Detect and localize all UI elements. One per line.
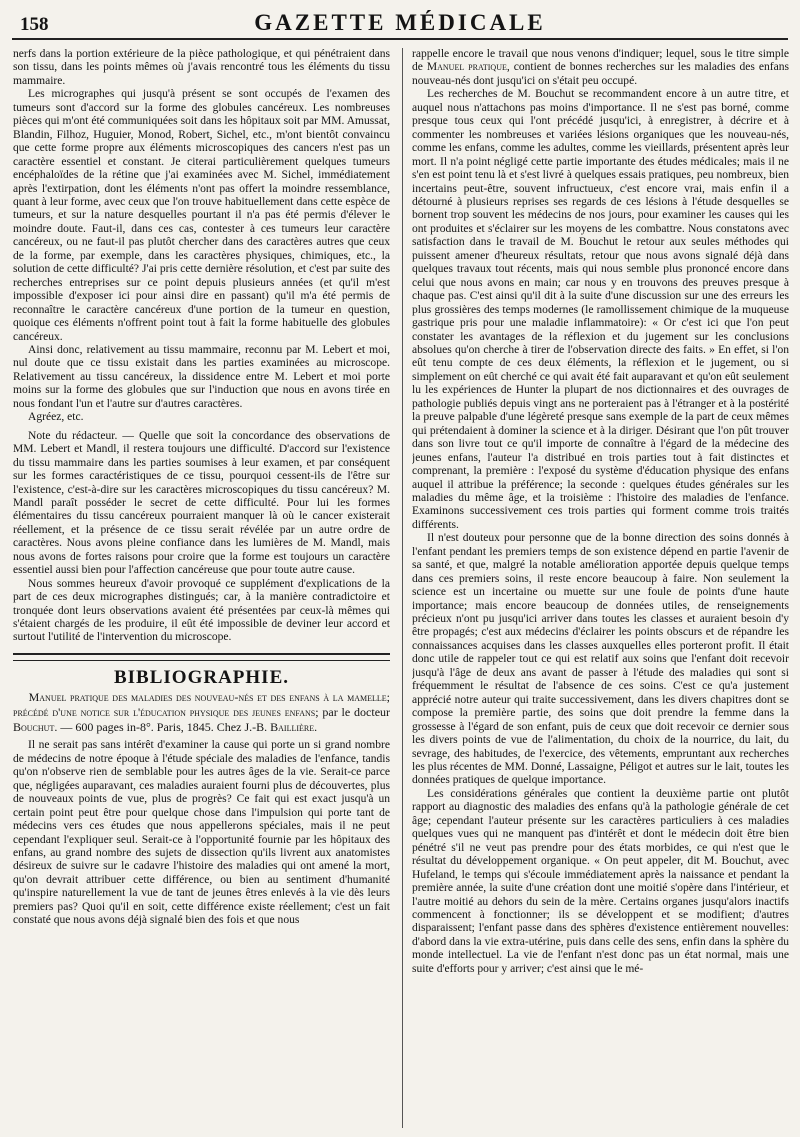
- paragraph: nerfs dans la portion extérieure de la pièce pathologique, et qui pénétraient dans son tissu, dans les points mêmes où j'avais rencontré tous les éléments du tissu mammaire.: [13, 48, 390, 87]
- paragraph: Ainsi donc, relativement au tissu mammaire, reconnu par M. Lebert et moi, nul doute que ce tissu existait dans les parties examinées au microscope. Relativement au tissu cancéreux, la dissidence entre M. Lebert et moi porte moins sur la forme des globules que sur l'induction que nous en avons tirée en nous fondant l'un et l'autre sur d'autres caractères.: [13, 343, 390, 410]
- closing-line: Agréez, etc.: [28, 411, 84, 424]
- book-author: Bouchut.: [13, 720, 58, 735]
- right-column: [412, 48, 789, 1130]
- paragraph: [412, 48, 789, 88]
- page-header: [12, 6, 788, 40]
- book-author-prefix: par le docteur: [322, 705, 390, 720]
- section-divider: [13, 653, 390, 661]
- paragraph: Les micrographes qui jusqu'à présent se sont occupés de l'examen des tumeurs sont d'accord sur la forme des globules cancéreux. Les nombreuses pièces qui m'ont été communiquées soit dans les hôpitaux soit par MM. Amussat, Blandin, Filhoz, Huguier, Monod, Robert, Sichel, etc., m'ont bientôt convaincu que cette forme propre aux éléments microscopiques des cancers n'est pas un caractère essentiel et constant. Je citerai particulièrement quelques tumeurs encéphaloïdes de la rétine que j'ai examinées avec M. Sichel, immédiatement après l'extirpation, dont les éléments n'ont pas offert la moindre ressemblance, quant à leur forme, avec ceux que l'on trouve habituellement dans cette espèce de tumeurs, et sur la nature desquelles pourtant il n'a pas été permis d'élever le moindre doute. Faut-il, dans ces cas, contester à ces tumeurs leur caractère cancéreux, ou ne faut-il pas plutôt chercher dans des caractères autres que ceux de la forme, par exemple, dans les caractères physiques, chimiques, etc., la solution de cette difficulté? J'ai pris cette dernière résolution, et c'est par suite des recherches entreprises sur ce point depuis plusieurs années (et qu'il m'est impossible d'exposer ici pour ainsi dire en passant) qu'il m'a été permis de reconnaître le caractère cancéreux d'une portion de la tumeur en question, quoique ces éléments n'offrent point tout à fait la forme habituelle des globules cancéreux.: [13, 88, 390, 343]
- book-publisher: J.-B. Baillière.: [244, 720, 318, 735]
- left-column: [13, 48, 390, 1130]
- book-details: — 600 pages in-8°. Paris, 1845. Chez: [60, 720, 242, 735]
- book-title: Manuel pratique des maladies des nouveau-nés et des enfans à la mamelle; précédé d'une notice sur l'éducation physique des jeunes enfans;: [13, 690, 390, 720]
- paragraph: Les recherches de M. Bouchut se recommandent encore à un autre titre, et auquel nous n'attachons pas moins d'importance. Il ne s'est pas borné, comme presque tous ceux qui l'ont précédé jusqu'ici, à enregistrer, à décrire et à commenter les nombreuses et variées lésions organiques que les nouveau-nés, comme les enfans, comme les adultes, comme les vieillards, présentent après leur mort. Il n'a point négligé cette partie importante des études médicales; mais il ne s'en est point tenu là et s'est livré à quelques essais pratiques, peu nombreux, bien incertains peut-être, souvent infructueux, c'est encore vrai, mais enfin il a détourné à plusieurs reprises ses regards de ces lésions à l'étude desquelles se bornent trop souvent les médecins de nos jours, pour examiner les causes qui les ont produites et s'éclairer sur les moyens de les combattre. Nous constatons avec satisfaction dans le travail de M. Bouchut le retour aux seules méthodes qui puissent amener d'heureux résultats, retour que nous avons signalé déjà dans quelques travaux tout récents, mais qui nous semble plus prononcé encore dans celui que nous avons en main; car nous y en trouvons des preuves presque à chaque pas. C'est ainsi qu'il dit à la suite d'une discussion sur une des erreurs les plus grossières des temps modernes (le ramollissement chimique de la muqueuse gastrique pris pour une maladie inflammatoire): « Or c'est ici que l'on peut constater les avantages de la réflexion et du jugement sur les conclusions absolues qu'on cherche à tirer de l'observation directe des faits. » En effet, si l'on eût tenu compte de ces deux éléments, la réflexion et le jugement, ou si simplement on eût cherché ce qui avait été fait auparavant et qu'on eût seulement lu les expériences de Hunter la plupart de nos dictionnaires et des ouvrages de pathologie publiés depuis vingt ans ne porteraient pas à l'étranger et à la postérité la preuve palpable d'une légèreté presque sans exemple de la part de ceux mêmes qui prétendaient à dominer la science et à la diriger. Désirant que l'on pût trouver dans son livre tout ce qu'il importe de connaître à l'égard de la médecine des jeunes enfans, l'auteur l'a distribué en trois parties tout à fait distinctes et comprenant, la première : l'exposé du système d'éducation physique des enfans auquel il attribue la préférence; la seconde : quelques études générales sur les maladies du même âge, et la troisième : l'histoire des maladies de l'enfance. Examinons successivement ces trois parties qui forment comme trois traités différents.: [412, 88, 789, 531]
- editor-note: Note du rédacteur. — Quelle que soit la concordance des observations de MM. Lebert et Mandl, il restera toujours une difficulté. D'accord sur l'existence du tissu mammaire dans les parties soumises à leur examen, et par conséquent sur les formes caractéristiques de ce tissu, pourquoi cessent-ils de l'être sur l'existence, c'est-à-dire sur les caractères microscopiques du tissu cancéreux? M. Mandl paraît posséder le secret de cette difficulté. Pour lui les formes élémentaires du tissu cancéreux pourraient manquer là où le cancer existerait réellement, et la présence de ce tissu serait révélée par un autre ordre de caractères. Nous avons pleine confiance dans les lumières de M. Mandl, mais nous avons de fortes raisons pour croire que la forme est toujours un caractère essentiel aussi bien pour l'affection cancéreuse que pour toute autre cause.: [13, 429, 390, 577]
- page-number: 158: [20, 14, 49, 35]
- work-title: Manuel pratique,: [426, 61, 510, 74]
- running-head: GAZETTE MÉDICALE: [254, 10, 546, 35]
- paragraph: Nous sommes heureux d'avoir provoqué ce supplément d'explications de la part de ces deux micrographes distingués; car, à la manière contradictoire et tronquée dont leurs observations avaient été présentées par ceux-là mêmes qui s'étaient chargés de les produire, il eût été impossible de deviner leur accord et surtout l'utilité de l'intervention du microscope.: [13, 577, 390, 644]
- paragraph: Les considérations générales que contient la deuxième partie ont plutôt rapport au diagnostic des maladies des enfans qu'à la pathologie générale de cet âge; cependant l'auteur présente sur les caractères particuliers à ces maladies quelques vues qui ne manquent pas d'intérêt et dont le médecin doit être bien pénétré s'il ne veut pas prendre pour des états morbides, ce qui n'est que le résultat du développement organique. « On peut appeler, dit M. Bouchut, avec Hufeland, le temps qui s'écoule immédiatement après la naissance et pendant la première année, la suite d'une création dont une moitié s'opère dans l'intérieur, et l'autre moitié au dehors du sein de la mère. Certains organes jusqu'alors inactifs commencent à fonctionner; ils se développent et se modifient; d'autres disparaissent; l'enfant passe dans des sphères d'existence entièrement nouvelles: d'abord dans la vie extra-utérine, puis dans celle des sens, enfin dans la sphère du monde intellectuel. La vie de l'enfant n'est donc pas un état normal, mais une suite d'efforts pour y arriver; c'est ainsi que le mé-: [412, 787, 789, 975]
- column-rule: [402, 48, 403, 1128]
- section-title: BIBLIOGRAPHIE.: [113, 666, 289, 688]
- book-reference: [13, 690, 390, 735]
- paragraph-text: contient de bonnes recherches sur les maladies des enfans nouveau-nés dont jusqu'ici on s'était peu occupé.: [412, 61, 789, 87]
- paragraph-text: rappelle encore le travail que nous venons d'indiquer; lequel, sous le titre simple de: [412, 48, 789, 74]
- paragraph: Il ne serait pas sans intérêt d'examiner la cause qui porte un si grand nombre de médecins de notre époque à l'étude spéciale des maladies de l'enfance, tandis qu'on n'observe rien de semblable pour les autres âges de la vie. Serait-ce parce que, négligées auparavant, ces maladies auraient fourni plus de découvertes, plus de nouveaux points de vue, plus de progrès? Ce fait qui est exact jusqu'à un certain point peut être pour quelque chose dans l'impulsion qui porte tant de médecins vers ces études que nous appellerons spéciales, mais il ne peut cependant l'expliquer seul. Serait-ce à l'opportunité fournie par les hôpitaux des enfans, au grand nombre des sujets de dissection qu'ils livrent aux anatomistes désireux de suivre sur le cadavre l'histoire des maladies qui ont amené la mort, qu'on devrait attribuer cette différence, ou bien au sentiment d'humanité qu'inspire naturellement la vue de tant de jeunes êtres enlevés à la vie dès leurs premiers pas? Quoi qu'il en soit, cette différence existe réellement; c'est un fait constaté que nous avons déjà signalé bien des fois et que nous: [13, 739, 390, 927]
- paragraph: Il n'est douteux pour personne que de la bonne direction des soins donnés à l'enfant pendant les premiers temps de son existence dépend en partie l'avenir de sa santé, et que, malgré la notable amélioration apportée depuis quelque temps dans ces premiers soins, il reste encore beaucoup à faire. Non seulement la science est un incertaine ou muette sur une foule de points d'une haute importance; mais encore beaucoup de données utiles, de renseignements précieux n'ont pu jusqu'ici arriver dans toutes les classes et auraient besoin d'y être propagés; c'est aux médecins d'éclairer les points obscurs et de répandre les connaissances acquises dans les classes auxquelles elles porteront profit. Il était donc utile de rappeler tout ce qui est relatif aux soins que l'enfant doit recevoir jusqu'à l'âge de deux ans avant de passer à l'étude des maladies qui sont si fréquemment le résultat de l'absence de ces soins. C'est ce qu'a justement apprécié notre auteur qui traite successivement, dans les divers chapitres dont se compose la première partie, des soins que doit prendre la femme dans la grossesse à l'égard de son enfant, puis de ceux que doit recevoir ce dernier sous les divers points de vue de l'alimentation, du choix de la nourrice, du lait, du sevrage, des habitudes, de l'exercice, des vêtements, empruntant aux recherches les plus récentes de MM. Donné, Lassaigne, Péligot et autres sur le lait, toutes les données pratiques de quelque importance.: [412, 532, 789, 787]
